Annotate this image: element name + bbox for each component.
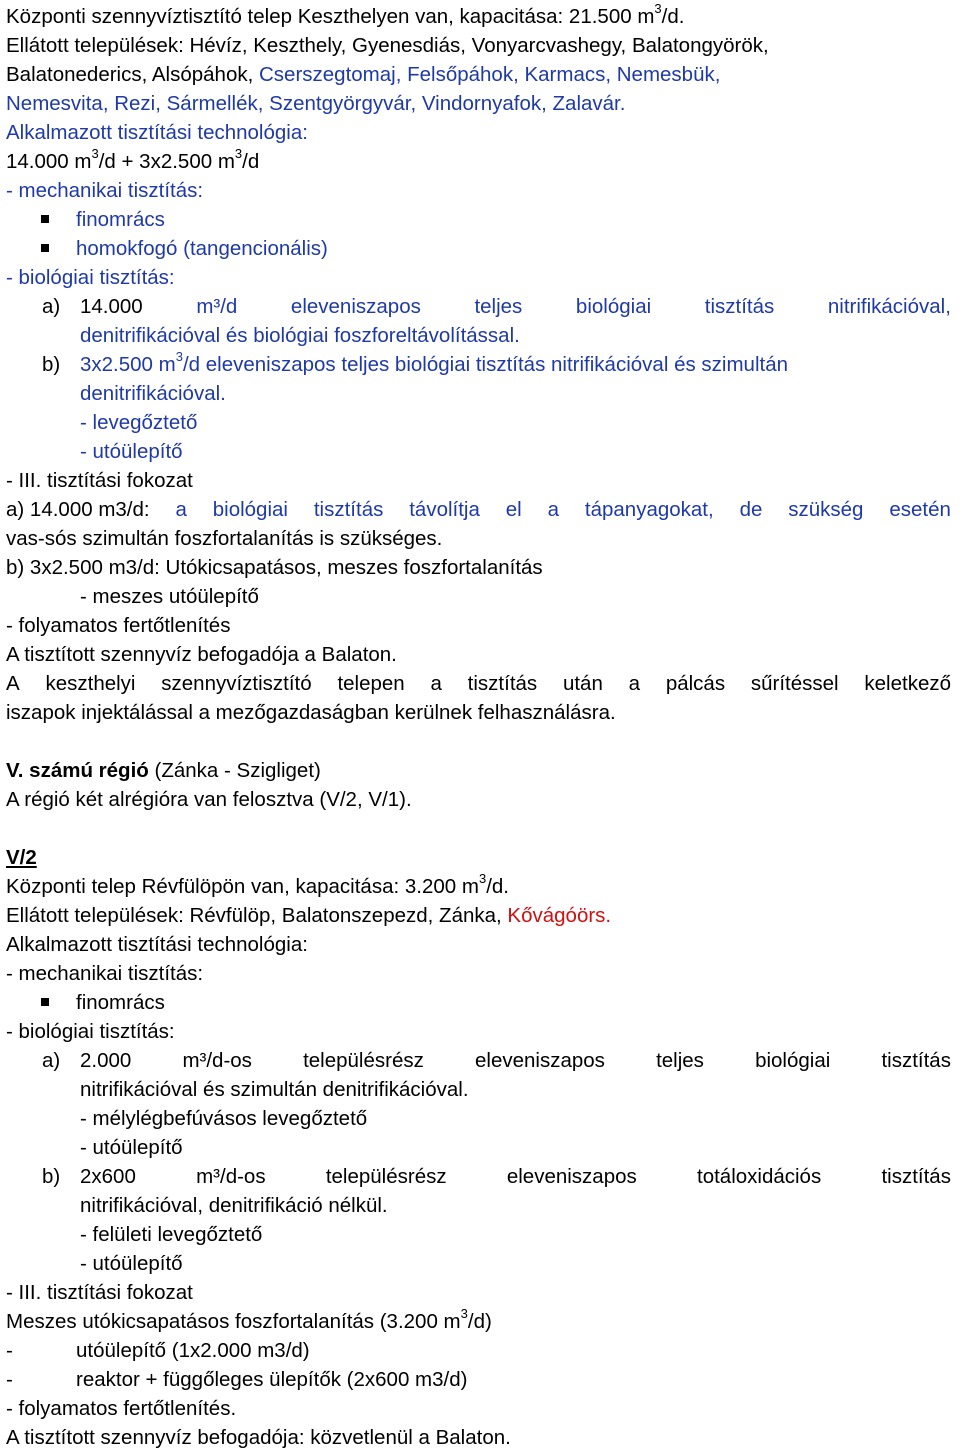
justified-line: [80, 1162, 951, 1191]
word: szennyvíztisztító: [161, 672, 312, 695]
list-marker: a): [42, 1049, 61, 1072]
capacity-unit: /d.: [661, 5, 685, 28]
third-b-line: b) 3x2.500 m3/d: Utókicsapatásos, meszes foszfortalanítás: [6, 556, 543, 579]
tech-heading: Alkalmazott tisztítási technológia:: [6, 933, 308, 956]
word: a: [430, 672, 442, 695]
phosphorus-line: [6, 1307, 492, 1336]
phos-item: [6, 1336, 310, 1365]
third-a-line-2: vas-sós szimultán foszfortalanítás is szükséges.: [6, 527, 443, 550]
value-text: /d: [242, 150, 260, 173]
word: nitrifikációval,: [827, 295, 951, 318]
bio-b-line-1: [80, 1162, 951, 1191]
disinfection-line: - folyamatos fertőtlenítés.: [6, 1397, 237, 1420]
settlements-text: Balatonederics, Alsópáhok,: [6, 63, 259, 86]
word: el: [505, 498, 522, 521]
word: a: [175, 498, 187, 521]
settlements-highlight-text[interactable]: Kővágóörs.: [507, 904, 612, 927]
phos-item-text: utóülepítő (1x2.000 m3/d): [76, 1339, 310, 1362]
word: biológiai: [575, 295, 652, 318]
word: után: [562, 672, 603, 695]
bio-a-line-1: [80, 292, 951, 321]
value-text: /d + 3x2.500 m: [98, 150, 235, 173]
phos-item: [6, 1365, 468, 1394]
bio-b-line-1: [80, 350, 788, 379]
region-heading-rest: (Zánka - Szigliget): [148, 759, 321, 782]
settlements-link-text[interactable]: Cserszegtomaj, Felsőpáhok, Karmacs, Nemesbük,: [259, 63, 721, 86]
superscript: 3: [478, 871, 487, 887]
word: a: [547, 498, 560, 521]
sub-item: - felületi levegőztető: [80, 1223, 263, 1246]
superscript: 3: [460, 1306, 468, 1322]
word: m³/d-os: [196, 1165, 266, 1188]
disinfection-line: - folyamatos fertőtlenítés: [6, 614, 231, 637]
sub-item: - mélylégbefúvásos levegőztető: [80, 1107, 368, 1130]
word: biológiai: [755, 1049, 831, 1072]
word: 14.000: [80, 295, 143, 318]
word: keszthelyi: [45, 672, 136, 695]
word: de: [739, 498, 763, 521]
word: tápanyagokat,: [584, 498, 714, 521]
word: tisztítás: [313, 498, 384, 521]
subregion-heading: V/2: [6, 846, 37, 869]
bio-a-line-2: denitrifikációval és biológiai foszforeltávolítással.: [80, 324, 520, 347]
value-text: 14.000 m: [6, 150, 92, 173]
word: tisztítás: [704, 295, 775, 318]
justified-line: [80, 292, 951, 321]
word: 2x600: [80, 1165, 136, 1188]
sludge-line-2: iszapok injektálással a mezőgazdaságban kerülnek felhasználásra.: [6, 701, 616, 724]
word: a: [628, 672, 641, 695]
bio-heading: - biológiai tisztítás:: [6, 1020, 175, 1043]
word: távolítja: [409, 498, 480, 521]
settlements-text: Ellátott települések: Révfülöp, Balatonszepezd, Zánka,: [6, 904, 508, 927]
superscript: 3: [91, 146, 99, 162]
list-marker: b): [42, 1165, 61, 1188]
word: teljes: [474, 295, 523, 318]
word: településrész: [325, 1165, 447, 1188]
receiver-line: A tisztított szennyvíz befogadója: közvetlenül a Balaton.: [6, 1426, 511, 1449]
word: esetén: [889, 498, 951, 521]
bio-a-line-1: [80, 1046, 951, 1075]
superscript: 3: [654, 1, 662, 17]
sub-item: - utóülepítő: [80, 1136, 183, 1159]
settlements-line: [6, 901, 611, 930]
capacity-split: [6, 147, 259, 176]
region-heading: [6, 756, 321, 785]
settlements-line-2: [6, 60, 720, 89]
word: pálcás: [665, 672, 726, 695]
bio-b-line-2: nitrifikációval, denitrifikáció nélkül.: [80, 1194, 388, 1217]
word: eleveniszapos: [506, 1165, 637, 1188]
word: A: [6, 672, 20, 695]
list-item-text: finomrács: [76, 208, 165, 231]
word: tisztítás: [467, 672, 538, 695]
dash-marker: -: [6, 1368, 13, 1391]
justified-line: [80, 1046, 951, 1075]
word: tisztítás: [881, 1049, 951, 1072]
black-square-bullet-icon: [41, 244, 49, 252]
mech-heading: - mechanikai tisztítás:: [6, 962, 204, 985]
mech-heading: - mechanikai tisztítás:: [6, 179, 204, 202]
receiver-line: A tisztított szennyvíz befogadója a Balaton.: [6, 643, 397, 666]
capacity-text: Központi szennyvíztisztító telep Keszthelyen van, kapacitása: 21.500 m: [6, 5, 655, 28]
justified-line: [6, 495, 951, 524]
subregions-line: A régió két alrégióra van felosztva (V/2, V/1).: [6, 788, 412, 811]
capacity-line: [6, 2, 684, 31]
sub-item: - utóülepítő: [80, 1252, 183, 1275]
superscript: 3: [175, 349, 183, 365]
region-heading-bold: V. számú régió: [6, 759, 149, 782]
list-item-text: finomrács: [76, 991, 165, 1014]
settlements-line-3[interactable]: Nemesvita, Rezi, Sármellék, Szentgyörgyvár, Vindornyafok, Zalavár.: [6, 92, 626, 115]
sub-item: - utóülepítő: [80, 440, 183, 463]
word: a) 14.000 m3/d:: [6, 498, 150, 521]
value-text: /d): [467, 1310, 492, 1333]
word: totáloxidációs: [697, 1165, 822, 1188]
sludge-line-1: [6, 669, 951, 698]
tech-heading: Alkalmazott tisztítási technológia:: [6, 121, 308, 144]
word: m³/d: [196, 295, 238, 318]
word: eleveniszapos: [290, 295, 421, 318]
word: m³/d-os: [182, 1049, 252, 1072]
list-marker: a): [42, 295, 61, 318]
justified-line: [6, 669, 951, 698]
settlements-line-1: Ellátott települések: Hévíz, Keszthely, Gyenesdiás, Vonyarcvashegy, Balatongyörök,: [6, 34, 769, 57]
third-stage-heading: - III. tisztítási fokozat: [6, 469, 193, 492]
bio-a-line-2: nitrifikációval és szimultán denitrifikációval.: [80, 1078, 469, 1101]
value-text: Meszes utókicsapatásos foszfortalanítás (3.200 m: [6, 1310, 461, 1333]
capacity-line: [6, 872, 509, 901]
word: biológiai: [212, 498, 288, 521]
word: sűrítéssel: [750, 672, 839, 695]
list-item-text: homokfogó (tangencionális): [76, 237, 328, 260]
capacity-text: Központi telep Révfülöpön van, kapacitása: 3.200 m: [6, 875, 479, 898]
value-text: 3x2.500 m: [80, 353, 176, 376]
word: településrész: [303, 1049, 424, 1072]
sub-item: - levegőztető: [80, 411, 198, 434]
dash-marker: -: [6, 1339, 13, 1362]
list-item: [41, 205, 165, 234]
phos-item-text: reaktor + függőleges ülepítők (2x600 m3/d): [76, 1368, 468, 1391]
black-square-bullet-icon: [41, 215, 49, 223]
bio-b-line-2: denitrifikációval.: [80, 382, 226, 405]
third-stage-heading: - III. tisztítási fokozat: [6, 1281, 193, 1304]
third-a-line-1: [6, 495, 951, 524]
word: tisztítás: [881, 1165, 951, 1188]
list-marker: b): [42, 353, 61, 376]
sub-item: - meszes utóülepítő: [80, 585, 259, 608]
superscript: 3: [234, 146, 243, 162]
list-item: [41, 988, 165, 1017]
word: 2.000: [80, 1049, 132, 1072]
black-square-bullet-icon: [41, 998, 49, 1006]
word: keletkező: [864, 672, 951, 695]
list-item: [41, 234, 328, 263]
word: eleveniszapos: [475, 1049, 605, 1072]
word: teljes: [656, 1049, 704, 1072]
capacity-unit: /d.: [486, 875, 509, 898]
bio-heading: - biológiai tisztítás:: [6, 266, 175, 289]
word: telepen: [337, 672, 405, 695]
word: szükség: [788, 498, 864, 521]
value-text: /d eleveniszapos teljes biológiai tisztítás nitrifikációval és szimultán: [182, 353, 788, 376]
